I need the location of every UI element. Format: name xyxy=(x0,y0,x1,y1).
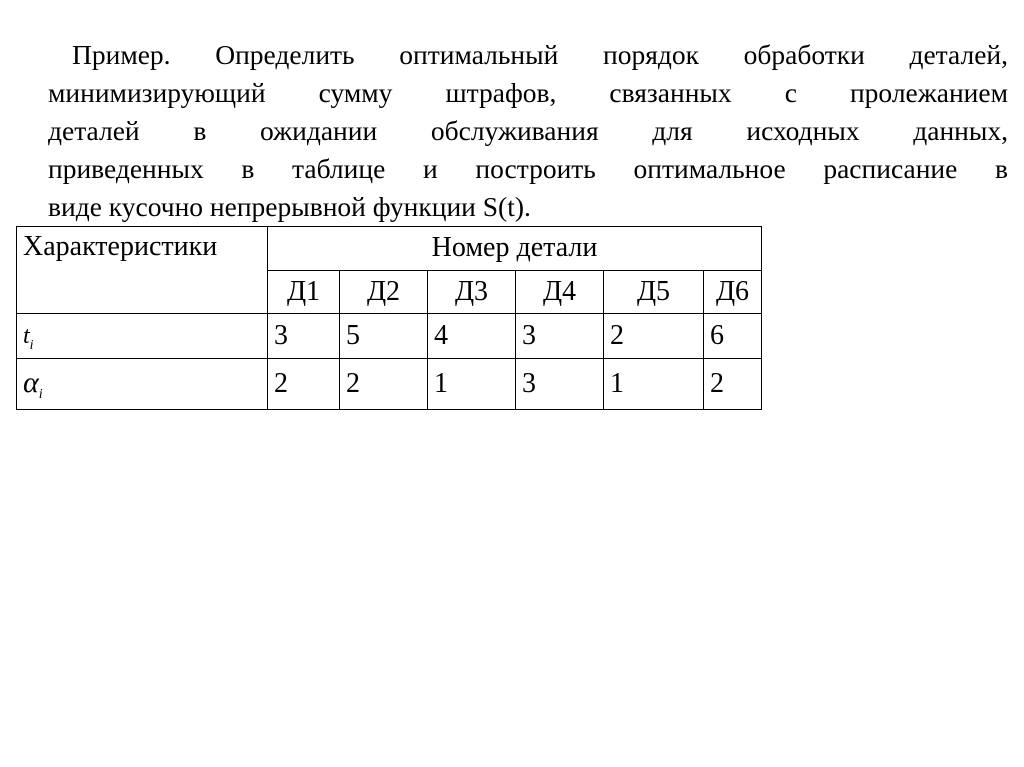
cell-alpha-3: 1 xyxy=(428,359,516,410)
statement-line-1: Пример. Определить оптимальный порядок обработки деталей, xyxy=(72,39,1008,70)
header-part-3: Д3 xyxy=(428,270,516,314)
cell-alpha-1: 2 xyxy=(268,359,340,410)
cell-alpha-2: 2 xyxy=(340,359,428,410)
header-part-2: Д2 xyxy=(340,270,428,314)
header-part-1: Д1 xyxy=(268,270,340,314)
cell-alpha-6: 2 xyxy=(704,359,762,410)
statement-line-3: деталей в ожидании обслуживания для исходных данных, xyxy=(48,115,1008,146)
cell-t-6: 6 xyxy=(704,314,762,359)
header-part-number: Номер детали xyxy=(268,227,762,271)
header-part-4: Д4 xyxy=(516,270,604,314)
table-row-processing-time xyxy=(17,314,762,359)
statement-line-2: минимизирующий сумму штрафов, связанных с пролежанием xyxy=(48,77,1008,108)
statement-line-5: виде кусочно непрерывной функции S(t). xyxy=(48,191,531,222)
header-part-6: Д6 xyxy=(704,270,762,314)
cell-t-4: 3 xyxy=(516,314,604,359)
header-part-5: Д5 xyxy=(604,270,704,314)
problem-statement xyxy=(48,36,1008,226)
row-label-t xyxy=(17,314,268,359)
cell-alpha-4: 3 xyxy=(516,359,604,410)
header-characteristics: Характеристики xyxy=(17,227,268,314)
cell-t-1: 3 xyxy=(268,314,340,359)
cell-t-2: 5 xyxy=(340,314,428,359)
cell-t-5: 2 xyxy=(604,314,704,359)
symbol-alpha: $\alpha_i$ xyxy=(23,365,43,402)
table-row-penalty xyxy=(17,359,762,410)
row-label-alpha xyxy=(17,359,268,410)
cell-alpha-5: 1 xyxy=(604,359,704,410)
cell-t-3: 4 xyxy=(428,314,516,359)
input-data-table xyxy=(16,226,762,410)
symbol-t: $t_i$ xyxy=(23,322,34,353)
statement-line-4: приведенных в таблице и построить оптимальное расписание в xyxy=(48,153,1008,184)
